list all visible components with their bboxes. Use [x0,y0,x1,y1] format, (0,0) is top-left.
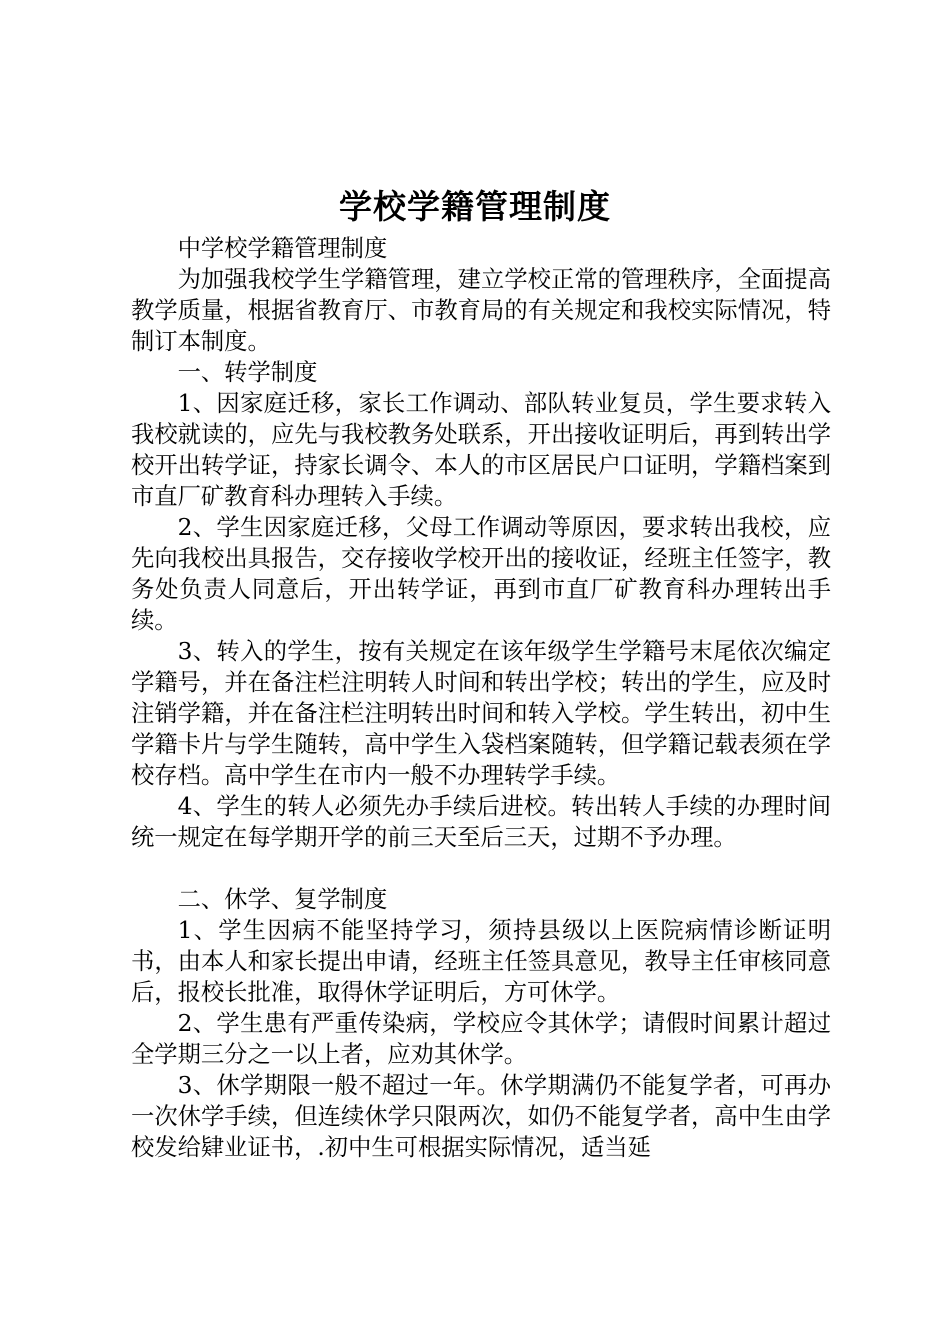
transfer-item-2: 2、学生因家庭迁移，父母工作调动等原因，要求转出我校，应先向我校出具报告，交存接收学校开出的接收证，经班主任签字，教务处负责人同意后，开出转学证，再到市直厂矿教育科办理转出手续。 [131,514,831,634]
suspension-item-3: 3、休学期限一般不超过一年。休学期满仍不能复学者，可再办一次休学手续，但连续休学只限两次，如仍不能复学者，高中生由学校发给肄业证书，.初中生可根据实际情况，适当延 [131,1072,831,1161]
document-title: 学校学籍管理制度 [339,187,611,226]
document-subtitle: 中学校学籍管理制度 [177,235,388,262]
document-body [131,233,831,1163]
suspension-item-2: 2、学生患有严重传染病，学校应令其休学；请假时间累计超过全学期三分之一以上者，应劝其休学。 [131,1010,831,1068]
transfer-item-1: 1、因家庭迁移，家长工作调动、部队转业复员，学生要求转入我校就读的，应先与我校教务处联系，开出接收证明后，再到转出学校开出转学证，持家长调令、本人的市区居民户口证明，学籍档案到市直厂矿教育科办理转入手续。 [131,390,831,510]
section-heading-suspension: 二、休学、复学制度 [177,886,388,913]
transfer-item-3: 3、转入的学生，按有关规定在该年级学生学籍号末尾依次编定学籍号，并在备注栏注明转人时间和转出学校；转出的学生，应及时注销学籍，并在备注栏注明转出时间和转入学校。学生转出，初中生学籍卡片与学生随转，高中学生入袋档案随转，但学籍记载表须在学校存档。高中学生在市内一般不办理转学手续。 [131,638,831,789]
transfer-item-4: 4、学生的转人必须先办手续后进校。转出转人手续的办理时间统一规定在每学期开学的前三天至后三天，过期不予办理。 [131,793,831,851]
section-spacer [131,853,831,884]
section-heading-transfer: 一、转学制度 [177,359,318,386]
suspension-item-1: 1、学生因病不能坚持学习，须持县级以上医院病情诊断证明书，由本人和家长提出申请，经班主任签具意见，教导主任审核同意后，报校长批准，取得休学证明后，方可休学。 [131,917,831,1006]
intro-paragraph: 为加强我校学生学籍管理，建立学校正常的管理秩序，全面提高教学质量，根据省教育厅、市教育局的有关规定和我校实际情况，特制订本制度。 [131,266,831,355]
